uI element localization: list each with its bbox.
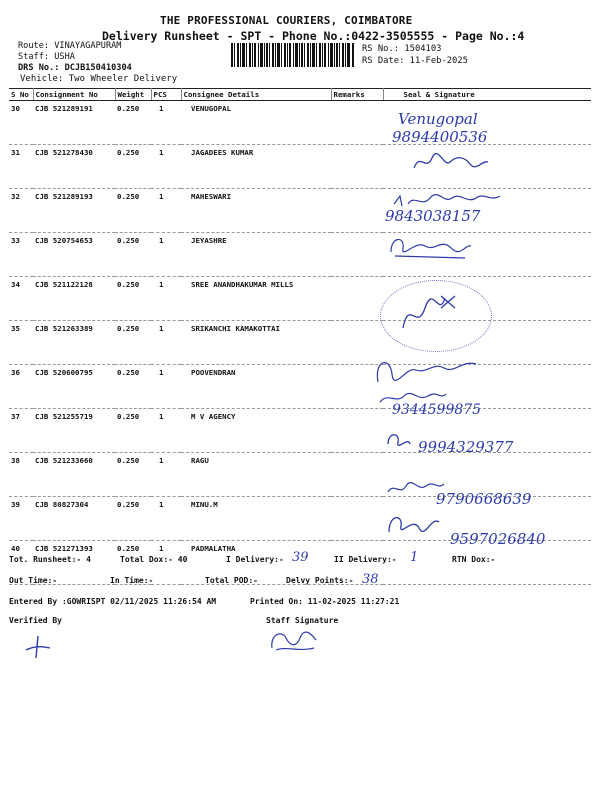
cell-weight: 0.250 <box>115 409 151 453</box>
handwritten-signature: Venugopal <box>398 110 478 128</box>
cell-sno: 37 <box>9 409 33 453</box>
runsheet-subtitle: Delivery Runsheet - SPT - Phone No.:0422-3505555 - Page No.:4 <box>102 29 525 43</box>
cell-consignment: CJB 521278430 <box>33 145 115 189</box>
company-title: THE PROFESSIONAL COURIERS, COIMBATORE <box>160 14 413 27</box>
staff-label: Staff: USHA <box>18 52 75 62</box>
i-delivery-label: I Delivery:- <box>226 555 284 564</box>
cell-sno: 32 <box>9 189 33 233</box>
handwritten-phone: 9344599875 <box>392 402 482 418</box>
signature-scribble <box>395 288 475 338</box>
cell-sno: 39 <box>9 497 33 541</box>
cell-consignment: CJB 520600795 <box>33 365 115 409</box>
cell-sno: 30 <box>9 101 33 145</box>
cell-weight: 0.250 <box>115 365 151 409</box>
cell-weight: 0.250 <box>115 453 151 497</box>
ii-delivery-value: 1 <box>410 550 419 565</box>
cell-consignee: JEYASHRE <box>181 233 331 277</box>
rs-date: RS Date: 11-Feb-2025 <box>362 56 468 66</box>
cell-pcs: 1 <box>151 409 181 453</box>
cell-pcs: 1 <box>151 453 181 497</box>
cell-consignment: CJB 521289193 <box>33 189 115 233</box>
out-time: Out Time:- <box>9 576 58 585</box>
cell-consignee: SREE ANANDHAKUMAR MILLS <box>181 277 331 321</box>
cell-remarks <box>331 145 383 189</box>
total-dox: Total Dox:- 40 <box>120 555 188 564</box>
staff-signature-label: Staff Signature <box>266 616 339 625</box>
cell-pcs: 1 <box>151 145 181 189</box>
cell-sno: 31 <box>9 145 33 189</box>
cell-consignee: POOVENDRAN <box>181 365 331 409</box>
handwritten-phone: 9894400536 <box>392 128 488 146</box>
table-header-row <box>9 89 591 101</box>
drs-number: DRS No.: DCJB150410304 <box>18 63 132 73</box>
handwritten-phone: 9843038157 <box>385 207 481 225</box>
table-row <box>9 321 591 365</box>
col-header-consignee: Consignee Details <box>181 89 331 101</box>
table-row <box>9 233 591 277</box>
cell-weight: 0.250 <box>115 189 151 233</box>
cell-sno: 34 <box>9 277 33 321</box>
cell-weight: 0.250 <box>115 101 151 145</box>
cell-weight: 0.250 <box>115 145 151 189</box>
table-row <box>9 189 591 233</box>
cell-weight: 0.250 <box>115 321 151 365</box>
printed-on: Printed On: 11-02-2025 11:27:21 <box>250 597 400 606</box>
col-header-weight: Weight <box>115 89 151 101</box>
handwritten-phone: 9994329377 <box>418 438 514 456</box>
signature-scribble <box>385 232 475 260</box>
cell-remarks <box>331 189 383 233</box>
col-header-remarks: Remarks <box>331 89 383 101</box>
col-header-pcs: PCS <box>151 89 181 101</box>
cell-consignment: CJB 521263389 <box>33 321 115 365</box>
cell-remarks <box>331 497 383 541</box>
cell-pcs: 1 <box>151 541 181 585</box>
cell-remarks <box>331 277 383 321</box>
cell-remarks <box>331 453 383 497</box>
cell-consignee: VENUGOPAL <box>181 101 331 145</box>
cell-consignment: CJB 80827304 <box>33 497 115 541</box>
rtn-dox: RTN Dox:- <box>452 555 496 564</box>
table-row <box>9 145 591 189</box>
cell-sno: 38 <box>9 453 33 497</box>
cell-consignee: PADMALATHA <box>181 541 331 585</box>
barcode-image <box>231 43 355 67</box>
entered-by: Entered By :GOWRISPT 02/11/2025 11:26:54 AM <box>9 597 217 606</box>
table-row <box>9 277 591 321</box>
cell-pcs: 1 <box>151 101 181 145</box>
cell-weight: 0.250 <box>115 233 151 277</box>
delivery-table <box>9 88 591 585</box>
cell-weight: 0.250 <box>115 541 151 585</box>
table-row <box>9 365 591 409</box>
cell-pcs: 1 <box>151 189 181 233</box>
table-row <box>9 101 591 145</box>
cell-weight: 0.250 <box>115 497 151 541</box>
signature-scribble <box>385 510 443 536</box>
cell-remarks <box>331 101 383 145</box>
cell-consignment: CJB 521271393 <box>33 541 115 585</box>
cell-pcs: 1 <box>151 321 181 365</box>
cell-consignment: CJB 521289191 <box>33 101 115 145</box>
cell-sno: 40 <box>9 541 33 585</box>
cell-consignment: CJB 521255719 <box>33 409 115 453</box>
cell-remarks <box>331 409 383 453</box>
delvy-points-value: 38 <box>362 572 379 587</box>
ii-delivery-label: II Delivery:- <box>334 555 397 564</box>
route-label: Route: VINAYAGAPURAM <box>18 41 122 51</box>
cell-sno: 36 <box>9 365 33 409</box>
cell-pcs: 1 <box>151 277 181 321</box>
cell-consignment: CJB 521122128 <box>33 277 115 321</box>
signature-scribble <box>372 352 482 388</box>
cell-consignee: RAGU <box>181 453 331 497</box>
cell-consignee: JAGADEES KUMAR <box>181 145 331 189</box>
total-runsheet: Tot. Runsheet:- 4 <box>9 555 91 564</box>
cell-sno: 33 <box>9 233 33 277</box>
staff-signature-image <box>266 628 320 654</box>
signature-scribble <box>410 150 490 174</box>
vehicle-label: Vehicle: Two Wheeler Delivery <box>20 74 178 84</box>
cell-consignment: CJB 521233660 <box>33 453 115 497</box>
cell-pcs: 1 <box>151 497 181 541</box>
in-time: In Time:- <box>110 576 154 585</box>
cell-consignment: CJB 520754653 <box>33 233 115 277</box>
cell-pcs: 1 <box>151 365 181 409</box>
col-header-sno: S No <box>9 89 33 101</box>
cell-consignee: M V AGENCY <box>181 409 331 453</box>
cell-consignee: MINU.M <box>181 497 331 541</box>
cell-remarks <box>331 233 383 277</box>
total-pod: Total POD:- <box>205 576 258 585</box>
col-header-consignment: Consignment No <box>33 89 115 101</box>
handwritten-phone: 9597026840 <box>450 530 546 548</box>
col-header-signature: Seal & Signature <box>383 89 591 101</box>
handwritten-phone: 9790668639 <box>436 490 532 508</box>
i-delivery-value: 39 <box>292 550 309 565</box>
cell-pcs: 1 <box>151 233 181 277</box>
delvy-points-label: Delvy Points:- <box>286 576 354 585</box>
cell-consignee: SRIKANCHI KAMAKOTTAI <box>181 321 331 365</box>
cell-weight: 0.250 <box>115 277 151 321</box>
rs-number: RS No.: 1504103 <box>362 44 442 54</box>
verifier-signature <box>24 634 52 660</box>
cell-consignee: MAHESWARI <box>181 189 331 233</box>
cell-sno: 35 <box>9 321 33 365</box>
verified-by-label: Verified By <box>9 616 62 625</box>
signature-scribble <box>386 430 412 450</box>
